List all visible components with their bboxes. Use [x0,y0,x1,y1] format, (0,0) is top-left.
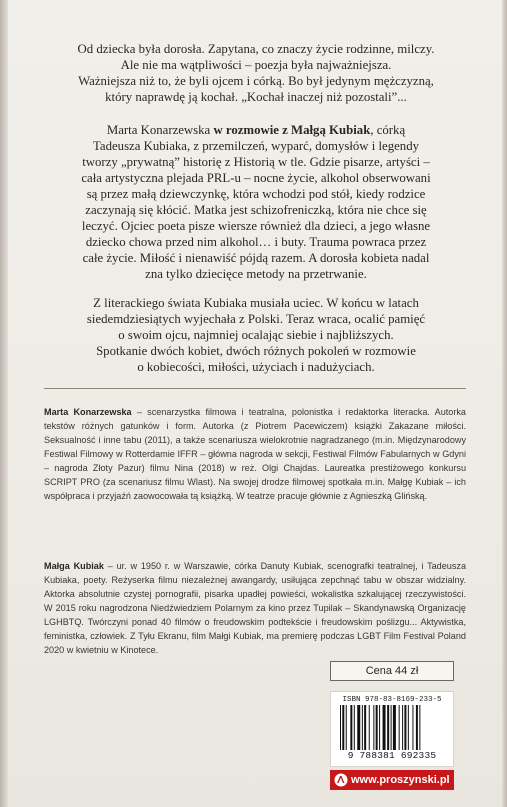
publisher-url: www.proszynski.pl [351,774,450,786]
price-label: Cena 44 zł [330,661,454,681]
interview-phrase: w rozmowie z Małgą Kubiak [213,123,371,137]
blurb-line: Tadeusza Kubiaka, z przemilczeń, wyparć, domysłów i legendy [92,139,419,153]
blurb-line: o swoim ojcu, najmniej ocalając siebie i najbliższych. [118,328,394,342]
blurb-line: Od dziecka była dorosła. Zapytana, co znaczy życie rodzinne, milczy. [77,42,435,56]
blurb-text: , córką [370,123,406,137]
author-bio-kubiak [44,559,466,657]
blurb-paragraph-1 [44,41,468,105]
blurb-line: Z literackiego świata Kubiaka musiała uciec. W końcu w latach [93,296,419,310]
author-bio-konarzewska [44,405,466,503]
cover-left-edge [0,0,8,807]
author-name: Marta Konarzewska [106,123,214,137]
bio-name: Marta Konarzewska [44,407,132,417]
blurb-paragraph-2 [44,122,468,282]
blurb-line: są przez małą dziewczynkę, która wchodzi pod stół, kiedy rodzice [86,187,426,201]
blurb-line: tworzy „prywatną” historię z Historią w tle. Gdzie pisarze, artyści – [82,155,430,169]
blurb-line: który naprawdę ją kochał. „Kochał inaczej niż pozostali”... [105,90,407,104]
blurb-line: Spotkanie dwóch kobiet, dwóch różnych pokoleń w rozmowie [96,344,416,358]
blurb-paragraph-3 [44,295,468,375]
isbn-number: ISBN 978-83-8169-233-5 [342,696,442,704]
cover-right-edge [502,0,507,807]
blurb-line: Ważniejsza niż to, że byli ojcem i córką. Bo był jedynym mężczyzną, [78,74,434,88]
blurb-line: całe życie. Miłość i nienawiść pójdą razem. A dorosła kobieta nadal [82,251,430,265]
blurb-line: dziecko chowa przed nim alkohol… i buty. Trauma powraca przez [85,235,427,249]
ean-number: 9 788381 692335 [347,750,437,761]
publisher-badge [330,770,454,790]
blurb-line: o kobiecości, miłości, użyciach i nadużyciach. [137,360,375,374]
blurb-line: cała artystyczna plejada PRL-u – nocne życie, alkohol obserwowani [81,171,431,185]
blurb-line: Ale nie ma wątpliwości – poezja była najważniejsza. [120,58,392,72]
bio-text: – scenarzystka filmowa i teatralna, polonistka i redaktorka literacka. Autorka tekstów różnych gatunków i form. Autorka (z Piotrem Pacewiczem) książki Zakazane miłości. Seksualność i inne tabu (2011), a także scenariusza wielokrotnie nagradzanego (m.in. Międzynarodowy Festiwal Filmowy w Rotterdamie IFFR – główna nagroda w sekcji, Festiwal Filmów Fabularnych w Gdyni – nagroda Złoty Pazur) filmu Nina (2018) w reż. Olgi Chajdas. Laureatka prestiżowego konkursu SCRIPT PRO (za scenariusz filmu Wlast). Na swojej drodze filmowej spotkała m.in. Małgę Kubiak – ich współpraca i przyjaźń zaowocowała tą książką. W teatrze pracuje głównie z Agnieszką Glińską. [44,407,466,501]
isbn-barcode [330,691,454,767]
section-divider [44,388,466,389]
bio-text: – ur. w 1950 r. w Warszawie, córka Danuty Kubiak, scenografki teatralnej, i Tadeusza Kubiaka, poety. Reżyserka filmu niezależnej awangardy, usiłująca zepchnąć tabu w obszar widzialny. Aktorka absolutnie czystej pornografii, pisarka upadłej powieści, wokalistka szkalującej rzeczywistości. W 2015 roku nagrodzona Niedźwiedziem Polarnym za kino przez Tupilak – Skandynawską Organizację LGHBTQ. Twórczyni ponad 40 filmów o freudowskim podtekście i freudowskim poślizgu... Aktywistka, feministka, człowiek. Z Tyłu Ekranu, film Małgi Kubiak, ma premierę podczas LGBT Film Festival Poland 2020 w kwietniu w Kinotece. [44,561,467,655]
blurb-line: leczyć. Ojciec poeta pisze wiersze również dla dzieci, a jego własne [81,219,431,233]
blurb-line: zaczynają się kłócić. Matka jest schizofreniczką, która nie chce się [85,203,427,217]
blurb-line: siedemdziesiątych wyjechała z Polski. Teraz wraca, ocalić pamięć [86,312,426,326]
barcode-bars [340,705,446,750]
publisher-logo-icon [334,773,348,787]
bio-name: Małga Kubiak [44,561,104,571]
blurb-line [44,122,468,138]
blurb-line: zna tylko dziecięce metody na przetrwanie. [145,267,367,281]
